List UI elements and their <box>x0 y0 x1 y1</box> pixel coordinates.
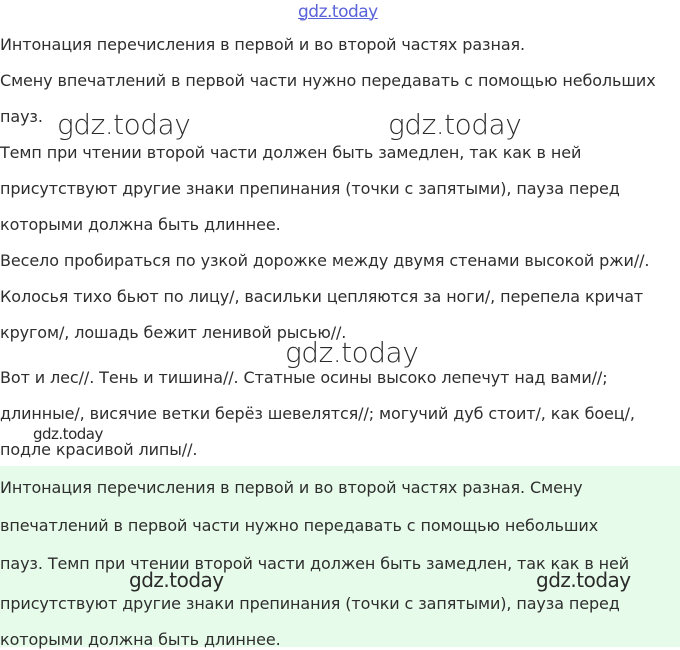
text-line: длинные/, висячие ветки берёз шевелятся//; могучий дуб стоит/, как боец/, <box>0 404 635 423</box>
text-line: подле красивой липы//. <box>0 440 198 459</box>
site-link[interactable]: gdz.today <box>298 2 378 22</box>
answer-line: Интонация перечисления в первой и во второй частях разная. Смену <box>0 478 583 497</box>
text-line: Смену впечатлений в первой части нужно передавать с помощью небольших <box>0 71 656 90</box>
watermark: gdz.today <box>388 108 522 141</box>
answer-line: которыми должна быть длиннее. <box>0 630 281 649</box>
watermark: gdz.today <box>285 336 419 369</box>
watermark: gdz.today <box>129 568 224 592</box>
text-line: Темп при чтении второй части должен быть замедлен, так как в ней <box>0 143 582 162</box>
answer-line: пауз. Темп при чтении второй части должен быть замедлен, так как в ней <box>0 554 630 573</box>
watermark: gdz.today <box>57 108 191 141</box>
text-line: кругом/, лошадь бежит ленивой рысью//. <box>0 323 347 342</box>
text-line: Весело пробираться по узкой дорожке между двумя стенами высокой ржи//. <box>0 251 650 270</box>
text-line: которыми должна быть длиннее. <box>0 215 281 234</box>
text-line: пауз. <box>0 107 43 126</box>
answer-line: впечатлений в первой части нужно передавать с помощью небольших <box>0 516 599 535</box>
answer-line: присутствуют другие знаки препинания (точки с запятыми), пауза перед <box>0 594 620 613</box>
text-line: присутствуют другие знаки препинания (точки с запятыми), пауза перед <box>0 179 620 198</box>
watermark: gdz.today <box>536 568 631 592</box>
text-line: Интонация перечисления в первой и во второй частях разная. <box>0 35 526 54</box>
watermark: gdz.today <box>33 425 103 443</box>
text-line: Вот и лес//. Тень и тишина//. Статные осины высоко лепечут над вами//; <box>0 368 608 387</box>
text-line: Колосья тихо бьют по лицу/, васильки цепляются за ноги/, перепела кричат <box>0 287 644 306</box>
